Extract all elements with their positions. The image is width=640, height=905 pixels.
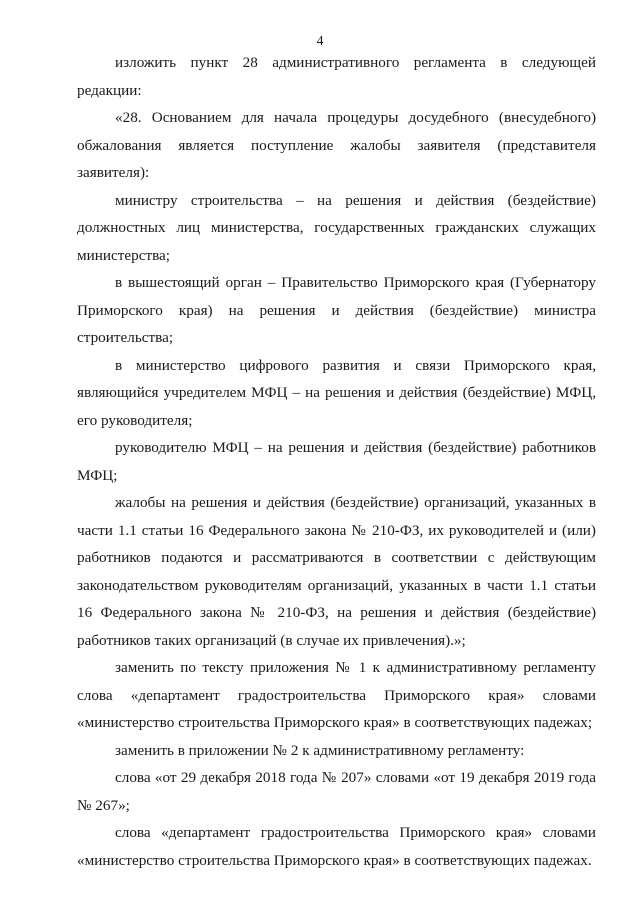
paragraph-replace-appendix-2: заменить в приложении № 2 к административному регламенту: <box>115 741 525 759</box>
paragraph-replace-date: слова «от 29 декабря 2018 года № 207» словами «от 19 декабря 2019 года № 267»; <box>77 769 596 814</box>
paragraph-higher-authority: в вышестоящий орган – Правительство Приморского края (Губернатору Приморского края) на решения и действия (бездействие) министра строительства; <box>77 274 596 346</box>
page-number: 4 <box>316 34 324 49</box>
paragraph-replace-appendix-1: заменить по тексту приложения № 1 к административному регламенту слова «департамент градостроительства Приморского края» словами «министерство строительства Приморского края» в соответствующих падежах; <box>77 659 596 731</box>
paragraph-replace-department: слова «департамент градостроительства Приморского края» словами «министерство строительства Приморского края» в соответствующих падежах. <box>77 824 596 869</box>
paragraph-minister: министру строительства – на решения и действия (бездействие) должностных лиц министерства, государственных гражданских служащих министерства; <box>77 191 596 264</box>
paragraph-organizations: жалобы на решения и действия (бездействие) организаций, указанных в части 1.1 статьи 16 Федерального закона № 210-ФЗ, их руководителей и (или) работников подаются и рассматриваются в соответствии с действующим законодательством руководителям организаций, указанных в части 1.1 статьи 16 Федерального закона № 210-ФЗ, на решения и действия (бездействие) работников таких организаций (в случае их привлечения).»; <box>77 494 596 649</box>
paragraph-mfc-head: руководителю МФЦ – на решения и действия (бездействие) работников МФЦ; <box>77 439 596 484</box>
paragraph-appeal-grounds: «28. Основанием для начала процедуры досудебного (внесудебного) обжалования является поступление жалобы заявителя (представителя заявителя): <box>77 109 596 181</box>
paragraph-digital-ministry: в министерство цифрового развития и связи Приморского края, являющийся учредителем МФЦ – на решения и действия (бездействие) МФЦ, его руководителя; <box>77 356 596 429</box>
document-body <box>77 49 596 874</box>
paragraph-amend-point-28: изложить пункт 28 административного регламента в следующей редакции: <box>77 54 596 99</box>
